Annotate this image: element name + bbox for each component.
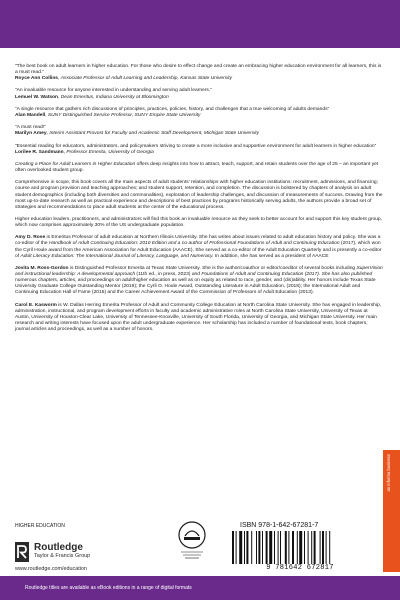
bio-text: is W. Dallas Herring Emerita Professor of Adult and Community College Education at North Carolina State University. She has engaged in leadership, administration, instructional, and program development efforts in faculty and academic administrative roles at North Carolina State University, University of Texas at Austin, University of Houston-Clear Lake, University of Tennessee-Knoxville, University of South Florida, University of Georgia, and Michigan State University. Her main research and writing interests have focused upon the adult undergraduate experience. Her scholarship has included a number of foundational texts, book chapters, journal articles and proceedings, as well as a number of honors. [15,302,382,332]
review-quote: “A single resource that gathers rich discussions of principles, practices, policies, history, and challenges that a true welcoming of adults demands” [15,106,330,112]
review-quote: “Essential reading for educators, administrators, and policymakers striving to create a more inclusive and supportive environment for adult learners in higher education” [15,143,377,149]
review-quote: “An invaluable resource for anyone interested in understanding and serving adult learners.” [15,88,212,94]
footer-band [0,576,400,600]
carbon-neutral-icon [175,520,209,562]
publisher-subname: Taylor & Francis Group [34,553,91,559]
publisher-logo [15,542,90,562]
publisher-name: Routledge [34,542,83,553]
subject-category: HIGHER EDUCATION [15,523,65,529]
review-author: Marilyn Amey [15,131,47,137]
bio-kasworm [15,303,383,333]
footer-note: Routledge titles are available as eBook editions in a range of digital formats [25,585,192,591]
bio-italic: SuperVision and instructional leadership: A developmental approach [15,265,383,278]
review-author: Lorilee R. Sandmann [15,149,64,155]
publisher-sidebar-tab [383,450,400,572]
bio-text: is Emeritus Professor of adult education at Northern Illinois University. She has writes about issues related to adult education history and policy. She was a co-editor of the [15,235,381,247]
bio-italic: Handbook of Adult Continuing Education: 2010 Edition and a co-author of Professional Foundations of Adult and Continuing Education [48,241,340,247]
review-author: Royce Ann Collins [15,76,59,82]
bio-text: (11th ed., in press, 2023) [135,272,192,278]
barcode-number: 9 781642 672817 [266,564,334,572]
book-title: Creating a Place for Adult Learners in Higher Education [15,161,136,167]
bio-text: numerous chapters, articles, and proceedings on adult/higher education as well as on equity as related to race, gender, and (dis)ability. Her honors include Texas State University Graduate College Outstanding Mentor (2019); the Cyril O. Houle Award, Outstanding Literature in Adult Education, (2018); the International Adult and Continuing Education Hall of Fame (2015) and the Career Achievement Award of the Commission of Professors of Adult Education (2013). [15,278,376,296]
bio-text: (2017), which won the Cyril Houle award from the American Association for Adult Education (AAACE). She served as a co-editor of the Adult Education Quarterly and is presently a co-editor of [15,241,382,259]
description-body: Comprehensive in scope, this book covers all the main aspects of adult students’ relationships with higher education institutions: recruitment, admissions, and financing; course and program provision and teaching approaches; and student support, retention, and completion. The discussion is bolstered by chapters of analysis on adult student demographics (including both diversities and commonalities), exploration of leadership challenges, and discussion of measurements of success. Drawing from the most up-to-date research as well as practical experience and descriptions of best practices by programs historically serving adults, the authors provide a broad set of strategies and recommendations to place adult students at the center of the educational process. [15,180,383,210]
intro-text: offers deep insights into how to attract, teach, support, and retain students over the age of 25 – an important yet often overlooked student group. [15,161,379,174]
description-intro [15,162,383,174]
review-author-title: Dean Emeritus, Indiana University at Bloomington [60,94,169,100]
description-audience: Higher education leaders, practitioners, and administrators will find this book an invaluable resource as they seek to better account for and support this key student group, which now comprises approximately 30% of the US undergraduate population. [15,217,383,229]
author-name: Amy D. Rose [15,235,46,241]
routledge-r-icon [15,542,29,562]
review-author-title: Interim Assistant Provost for Faculty and Academic Staff Development, Michigan State University [49,131,260,137]
review-4: “A must read!” Marilyn Amey, Interim Assistant Provost for Faculty and Academic Staff Development, Michigan State University [15,125,260,137]
sidebar-text: an informa business [386,454,391,492]
bio-italic: and Foundations of Adult and Continuing Education (2017). She has also published [191,272,373,278]
review-author: Alan Mandell [15,112,46,118]
review-5: “Essential reading for educators, administrators, and policymakers striving to create a more inclusive and supportive environment for adult learners in higher education” Lorilee R. Sandmann, Professor Emerita, University of Georgia [15,143,377,155]
review-author: Lemuel W. Watson [15,94,59,100]
author-name: Carol E. Kasworm [15,302,57,308]
back-cover-text [15,64,383,339]
review-author-title: SUNY Distinguished Service Professor, SUNY Empire State University [47,112,201,118]
bio-text: In addition, she has served as a president of AAACE [213,253,329,259]
bio-rose [15,235,383,259]
review-author-title: Associate Professor of Adult Learning and Leadership, Kansas State University [60,76,233,82]
bio-ross-gordon [15,266,383,296]
isbn-label: ISBN 978-1-642-67281-7 [240,522,319,529]
publisher-url[interactable]: www.routledge.com/education [15,566,87,572]
review-quote: “The best book on adult learners in higher education. For those who desire to effect change and create an embracing higher education environment for all learners, this is a must read.” [15,64,382,76]
review-author-title: Professor Emerita, University of Georgia [66,149,154,155]
review-quote: “A must read!” [15,125,46,131]
review-2: “An invaluable resource for anyone interested in understanding and serving adult learners.” Lemuel W. Watson, Dean Emeritus, Indiana University at Bloomington [15,88,212,100]
author-name: Jovita M. Ross-Gordon [15,265,69,271]
review-3: “A single resource that gathers rich discussions of principles, practices, policies, history, and challenges that a true welcoming of adults demands” Alan Mandell, SUNY Distinguished Service Professor, SUNY Empire State University [15,106,330,118]
barcode-icon [230,531,370,564]
bio-text: is Distinguished Professor Emerita at Texas State University. She is the author/coauthor or editor/coeditor of several books including [68,265,357,271]
review-1: “The best book on adult learners in higher education. For those who desire to effect change and create an embracing higher education environment for all learners, this is a must read.” Royce Ann Collins, Associate Professor of Adult Learning and Leadership, Kansas State University [15,64,382,82]
bio-italic: Adult Literacy Education: The International Journal of Literacy, Language, and Numeracy. [20,253,214,259]
top-color-band [0,0,400,48]
